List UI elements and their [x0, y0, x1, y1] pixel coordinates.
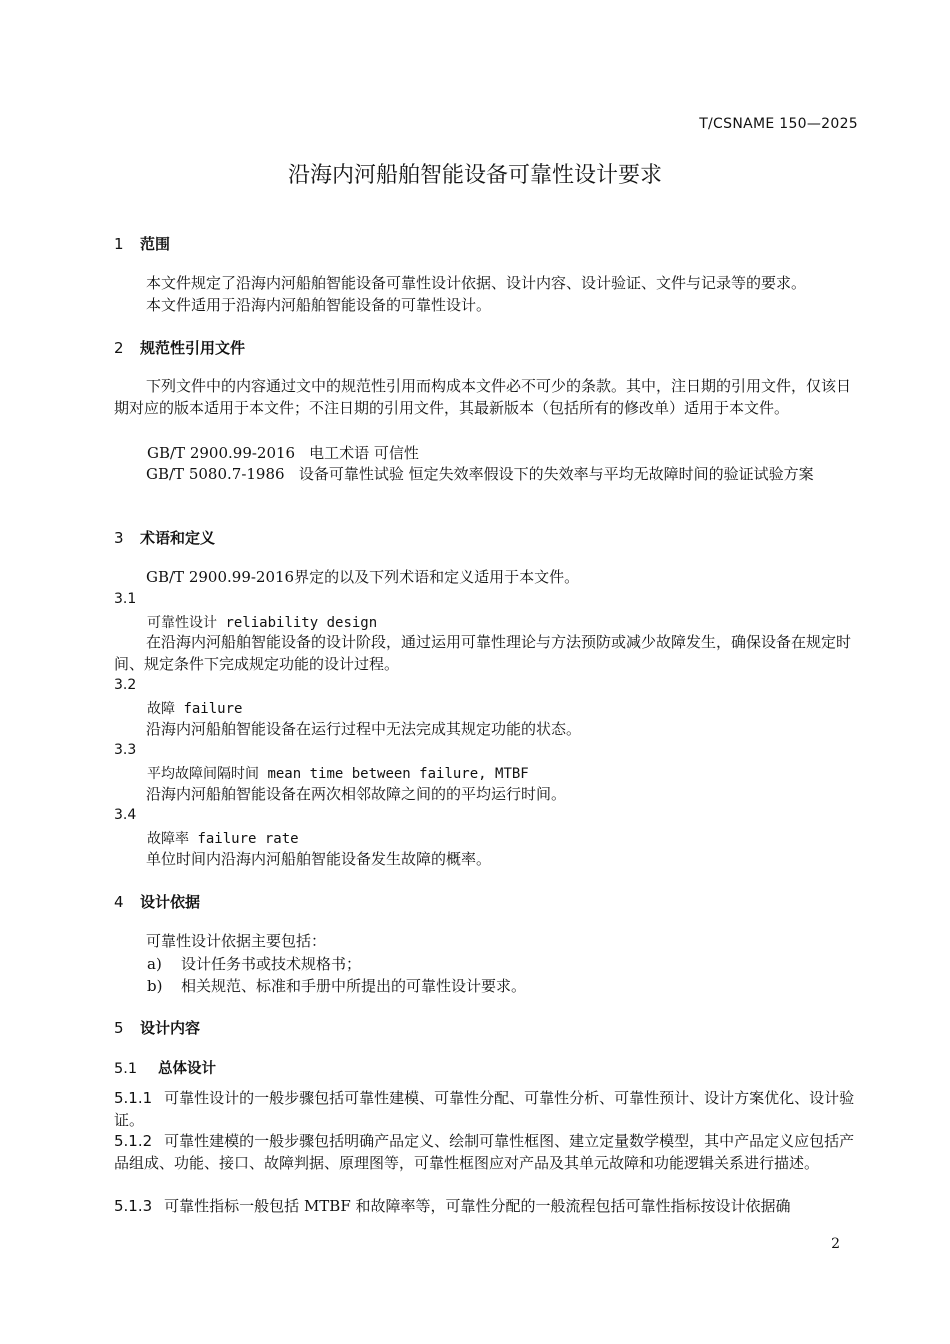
section-number: 3: [114, 529, 124, 547]
term-heading: [147, 698, 242, 718]
term-en: reliability design: [225, 615, 378, 631]
clause-number: 5.1.2: [114, 1132, 153, 1150]
term-definition: 沿海内河船舶智能设备在两次相邻故障之间的的平均运行时间。: [146, 785, 567, 803]
paragraph: 可靠性设计依据主要包括：: [146, 932, 327, 950]
clause-text: 可靠性设计的一般步骤包括可靠性建模、可靠性分配、可靠性分析、可靠性预计、设计方案优化、设计验证。: [114, 1089, 855, 1129]
term-definition: 沿海内河船舶智能设备在运行过程中无法完成其规定功能的状态。: [146, 720, 582, 738]
term-number: 3.3: [114, 742, 137, 758]
term-en: failure: [183, 701, 243, 717]
reference-title: 设备可靠性试验 恒定失效率假设下的失效率与平均无故障时间的验证试验方案: [298, 465, 814, 483]
list-item: [147, 953, 361, 974]
section-number: 1: [114, 235, 124, 253]
section-number: 4: [114, 893, 124, 911]
document-code: T/CSNAME 150—2025: [699, 116, 858, 132]
section-heading-design-basis: [114, 891, 200, 912]
term-zh: 平均故障间隔时间: [147, 766, 259, 782]
section-title: 设计内容: [140, 1019, 201, 1037]
section-heading-terms: [114, 527, 215, 548]
list-text: 相关规范、标准和手册中所提出的可靠性设计要求。: [181, 977, 527, 995]
section-heading-design-content: [114, 1017, 200, 1038]
clause-number: 5.1.1: [114, 1089, 153, 1107]
subsection-heading: [114, 1057, 216, 1078]
paragraph: GB/T 2900.99-2016界定的以及下列术语和定义适用于本文件。: [146, 568, 580, 586]
clause: [114, 1088, 860, 1131]
list-text: 设计任务书或技术规格书；: [181, 955, 362, 973]
list-item: [147, 975, 526, 996]
term-heading: [147, 828, 299, 848]
term-number: 3.2: [114, 677, 137, 693]
section-title: 术语和定义: [140, 529, 216, 547]
reference-item: [147, 442, 419, 463]
section-title: 设计依据: [140, 893, 201, 911]
paragraph: 下列文件中的内容通过文中的规范性引用而构成本文件必不可少的条款。其中，注日期的引用文件，仅该日期对应的版本适用于本文件；不注日期的引用文件，其最新版本（包括所有的修改单）适用于本文件。: [114, 377, 852, 417]
subsection-title: 总体设计: [158, 1061, 216, 1077]
reference-item: [114, 464, 860, 486]
term-en: failure rate: [197, 831, 299, 847]
reference-title: 电工术语 可信性: [309, 444, 419, 462]
clause-text: 可靠性建模的一般步骤包括明确产品定义、绘制可靠性框图、建立定量数学模型，其中产品定义应包括产品组成、功能、接口、故障判据、原理图等，可靠性框图应对产品及其单元故障和功能逻辑关系进行描述。: [114, 1132, 855, 1172]
section-number: 5: [114, 1019, 124, 1037]
clause-text: 可靠性指标一般包括 MTBF 和故障率等，可靠性分配的一般流程包括可靠性指标按设计依据确: [164, 1197, 791, 1215]
term-number: 3.4: [114, 807, 137, 823]
clause: [114, 1131, 860, 1174]
paragraph: 本文件规定了沿海内河船舶智能设备可靠性设计依据、设计内容、设计验证、文件与记录等的要求。: [146, 274, 807, 292]
section-heading-normative-references: [114, 337, 245, 358]
section-heading-scope: [114, 233, 170, 254]
clause-number: 5.1.3: [114, 1197, 153, 1215]
section-title: 范围: [140, 235, 171, 253]
term-heading: [147, 763, 529, 783]
term-heading: [147, 612, 377, 632]
reference-code: GB/T 2900.99-2016: [147, 444, 296, 462]
list-marker: a): [147, 955, 162, 973]
section-number: 2: [114, 339, 124, 357]
reference-code: GB/T 5080.7-1986: [146, 465, 285, 483]
term-definition: 单位时间内沿海内河船舶智能设备发生故障的概率。: [146, 850, 492, 868]
subsection-number: 5.1: [114, 1061, 138, 1077]
section-title: 规范性引用文件: [140, 339, 246, 357]
term-zh: 故障: [147, 701, 175, 717]
term-definition: 在沿海内河船舶智能设备的设计阶段，通过运用可靠性理论与方法预防或减少故障发生，确保设备在规定时间、规定条件下完成规定功能的设计过程。: [114, 633, 852, 673]
term-number: 3.1: [114, 591, 137, 607]
term-zh: 故障率: [147, 831, 189, 847]
clause: [114, 1196, 860, 1218]
term-zh: 可靠性设计: [147, 615, 217, 631]
list-marker: b): [147, 977, 163, 995]
paragraph: 本文件适用于沿海内河船舶智能设备的可靠性设计。: [146, 296, 492, 314]
term-en: mean time between failure, MTBF: [267, 766, 529, 782]
document-title: 沿海内河船舶智能设备可靠性设计要求: [287, 163, 662, 188]
page-number: 2: [831, 1236, 840, 1252]
